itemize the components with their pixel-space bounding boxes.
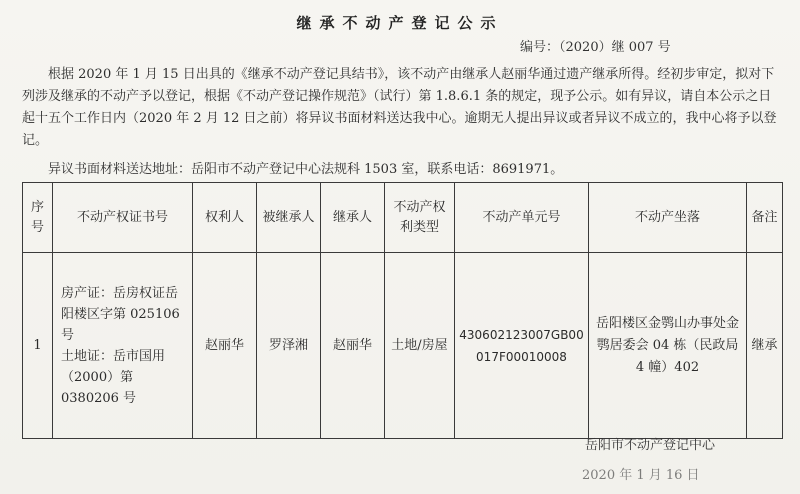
issue-date: 2020 年 1 月 16 日 — [582, 468, 700, 483]
objection-address: 异议书面材料送达地址：岳阳市不动产登记中心法规科 1503 室，联系电话：8691971。 — [48, 162, 564, 177]
header-unit-no: 不动产单元号 — [455, 183, 589, 253]
cell-cert — [53, 253, 193, 439]
table-row — [23, 253, 783, 439]
cell-unit-no: 430602123007GB00017F00010008 — [455, 253, 589, 439]
header-right-type: 不动产权利类型 — [385, 183, 455, 253]
cell-right-type: 土地/房屋 — [385, 253, 455, 439]
header-cert: 不动产权证书号 — [53, 183, 193, 253]
header-location: 不动产坐落 — [589, 183, 747, 253]
cell-remark: 继承 — [747, 253, 783, 439]
header-seq: 序号 — [23, 183, 53, 253]
header-holder: 权利人 — [193, 183, 257, 253]
notice-body: 根据 2020 年 1 月 15 日出具的《继承不动产登记具结书》，该不动产由继承人赵丽华通过遗产继承所得。经初步审定，拟对下列涉及继承的不动产予以登记，根据《不动产登记操作规范》（试行）第 1.8.6.1 条的规定，现予公示。如有异议，请自本公示之日起十五个工作日内（2020 年 2 月 12 日之前）将异议书面材料送达我中心。逾期无人提出异议或者异议不成立的，我中心将予以登记。 — [22, 67, 777, 148]
cell-seq: 1 — [23, 253, 53, 439]
header-heir: 继承人 — [321, 183, 385, 253]
cell-holder: 赵丽华 — [193, 253, 257, 439]
header-remark: 备注 — [747, 183, 783, 253]
document-number: 编号：（2020）继 007 号 — [520, 40, 671, 55]
cell-decedent: 罗泽湘 — [257, 253, 321, 439]
cell-heir: 赵丽华 — [321, 253, 385, 439]
registration-table — [22, 182, 783, 439]
issuer-name: 岳阳市不动产登记中心 — [585, 438, 716, 453]
table-header-row — [23, 183, 783, 253]
header-decedent: 被继承人 — [257, 183, 321, 253]
cert-land: 土地证：岳市国用（2000）第 0380206 号 — [61, 348, 166, 406]
cert-house: 房产证：岳房权证岳阳楼区字第 025106 号 — [61, 285, 180, 343]
cell-location: 岳阳楼区金鹗山办事处金鹗居委会 04 栋（民政局 4 幢）402 — [589, 253, 747, 439]
document-title: 继承不动产登记公示 — [296, 14, 504, 32]
